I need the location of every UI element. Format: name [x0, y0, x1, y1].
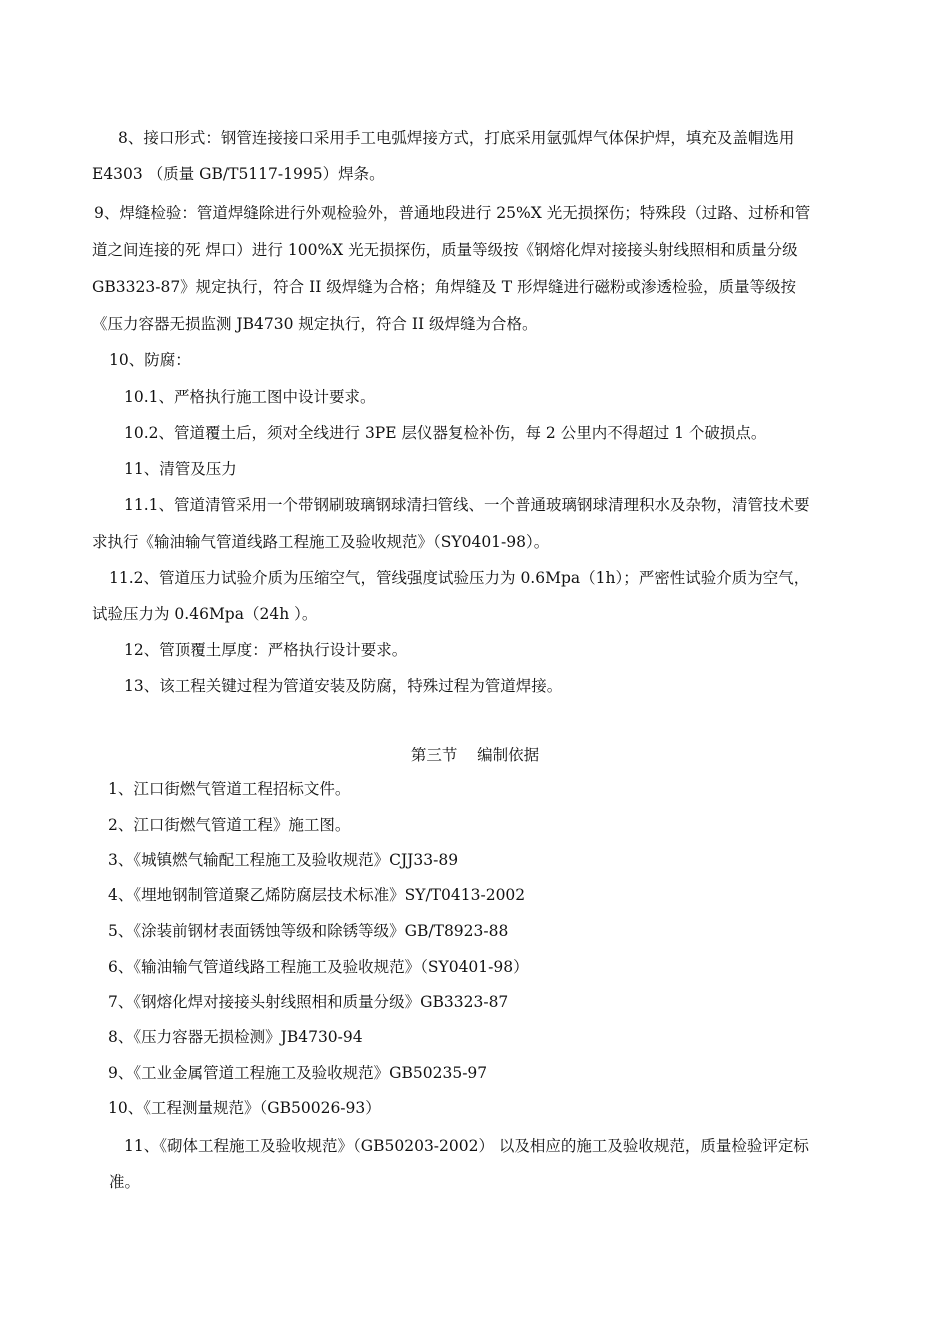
reference-item-8: 8、《压力容器无损检测》JB4730-94 — [108, 1028, 363, 1046]
reference-item-11-line-1: 11、《砌体工程施工及验收规范》（GB50203-2002） 以及相应的施工及验收规范，质量检验评定标 — [124, 1137, 809, 1155]
reference-item-11-line-2: 准。 — [109, 1173, 141, 1191]
reference-item-9: 9、《工业金属管道工程施工及验收规范》GB50235-97 — [108, 1064, 488, 1082]
section-heading: 第三节 编制依据 — [410, 746, 540, 764]
paragraph-13: 13、该工程关键过程为管道安装及防腐，特殊过程为管道焊接。 — [124, 677, 563, 695]
paragraph-11-2-line-2: 试验压力为 0.46Mpa（24h ）。 — [92, 605, 318, 623]
paragraph-10-2: 10.2、管道覆土后，须对全线进行 3PE 层仪器复检补伤，每 2 公里内不得超过 1 个破损点。 — [124, 424, 767, 442]
paragraph-11: 11、清管及压力 — [124, 460, 237, 478]
paragraph-10-1: 10.1、严格执行施工图中设计要求。 — [124, 388, 376, 406]
paragraph-9-line-1: 9、焊缝检验：管道焊缝除进行外观检验外，普通地段进行 25%X 光无损探伤；特殊段（过路、过桥和管 — [94, 204, 811, 222]
reference-item-3: 3、《城镇燃气输配工程施工及验收规范》CJJ33-89 — [108, 851, 459, 869]
paragraph-10: 10、防腐： — [109, 351, 191, 369]
reference-item-10: 10、《工程测量规范》（GB50026-93） — [108, 1099, 381, 1117]
paragraph-9-line-4: 《压力容器无损监测 JB4730 规定执行，符合 II 级焊缝为合格。 — [92, 315, 538, 333]
reference-item-1: 1、江口街燃气管道工程招标文件。 — [108, 780, 351, 798]
paragraph-11-2-line-1: 11.2、管道压力试验介质为压缩空气，管线强度试验压力为 0.6Mpa（1h）；严密性试验介质为空气， — [109, 569, 810, 587]
paragraph-11-1-line-2: 求执行《输油输气管道线路工程施工及验收规范》（SY0401-98）。 — [92, 533, 550, 551]
paragraph-8-line-1: 8、接口形式：钢管连接接口采用手工电弧焊接方式，打底采用氩弧焊气体保护焊，填充及盖帽选用 — [118, 129, 795, 147]
reference-item-4: 4、《埋地钢制管道聚乙烯防腐层技术标准》SY/T0413-2002 — [108, 886, 526, 904]
reference-item-6: 6、《输油输气管道线路工程施工及验收规范》（SY0401-98） — [108, 958, 529, 976]
paragraph-9-line-3: GB3323-87》规定执行，符合 II 级焊缝为合格；角焊缝及 T 形焊缝进行磁粉或渗透检验，质量等级按 — [92, 278, 796, 296]
paragraph-9-line-2: 道之间连接的死 焊口）进行 100%X 光无损探伤，质量等级按《钢熔化焊对接接头射线照相和质量分级 — [92, 241, 798, 259]
reference-item-7: 7、《钢熔化焊对接接头射线照相和质量分级》GB3323-87 — [108, 993, 509, 1011]
paragraph-8-line-2: E4303 （质量 GB/T5117-1995）焊条。 — [92, 165, 385, 183]
paragraph-12: 12、管顶覆土厚度：严格执行设计要求。 — [124, 641, 408, 659]
reference-item-2: 2、江口街燃气管道工程》施工图。 — [108, 816, 351, 834]
reference-item-5: 5、《涂装前钢材表面锈蚀等级和除锈等级》GB/T8923-88 — [108, 922, 509, 940]
paragraph-11-1-line-1: 11.1、管道清管采用一个带钢刷玻璃钢球清扫管线、一个普通玻璃钢球清理积水及杂物，清管技术要 — [124, 496, 810, 514]
